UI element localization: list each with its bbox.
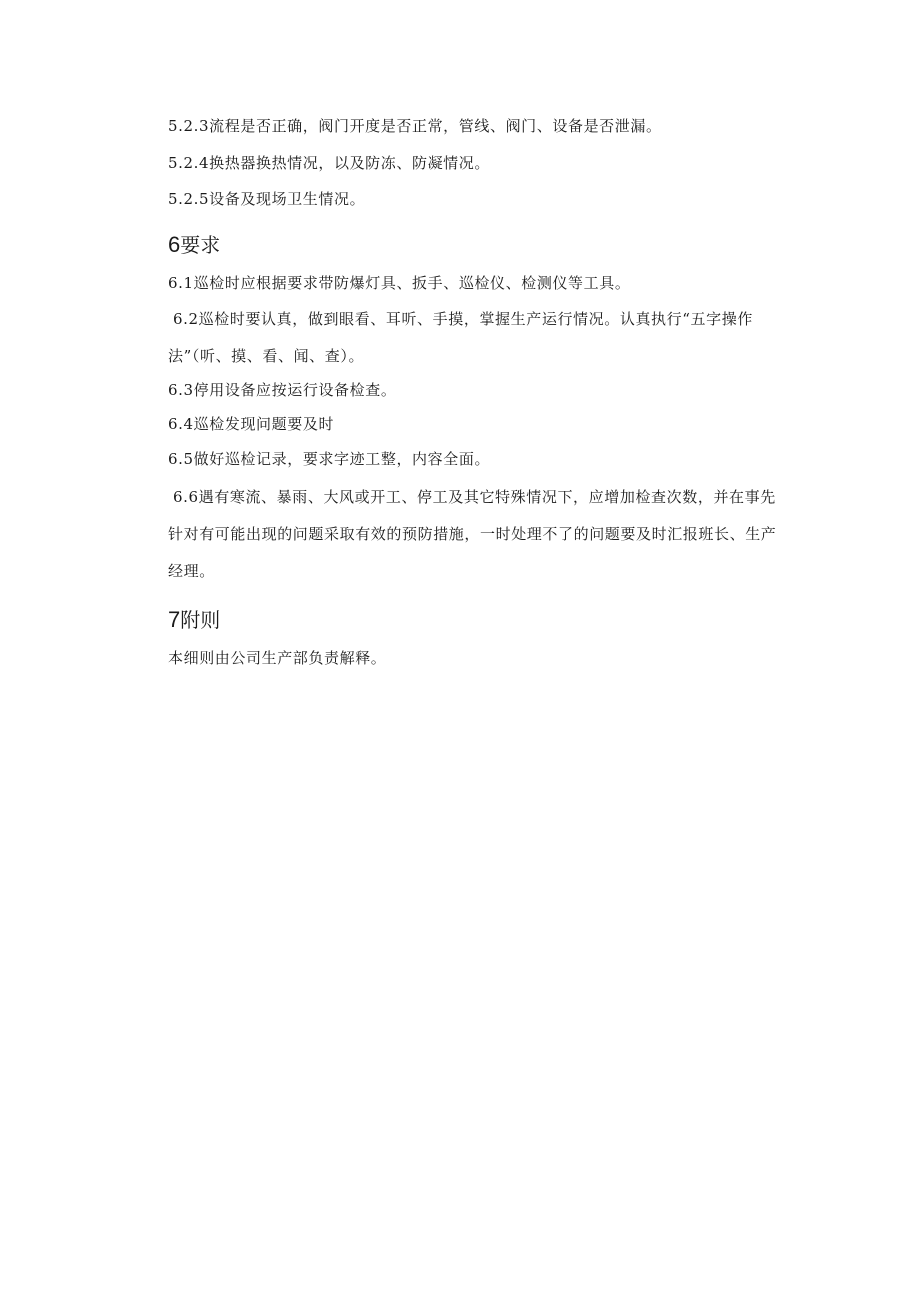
section-6-heading xyxy=(168,232,220,258)
item-6-2-text: 6.2巡检时要认真，做到眼看、耳听、手摸，掌握生产运行情况。认真执行“五字操作法”（听、摸、看、闻、查）。 xyxy=(168,310,753,365)
section-6-title: 要求 xyxy=(180,233,221,257)
item-5-2-3: 5.2.3流程是否正确，阀门开度是否正常，管线、阀门、设备是否泄漏。 xyxy=(168,117,662,135)
section-6-number: 6 xyxy=(168,232,181,257)
item-6-6 xyxy=(168,479,788,590)
section-7-title: 附则 xyxy=(180,608,221,632)
item-6-1: 6.1巡检时应根据要求带防爆灯具、扳手、巡检仪、检测仪等工具。 xyxy=(168,274,631,292)
item-5-2-4: 5.2.4换热器换热情况，以及防冻、防凝情况。 xyxy=(168,154,490,172)
item-6-5: 6.5做好巡检记录，要求字迹工整，内容全面。 xyxy=(168,450,491,468)
item-6-3: 6.3停用设备应按运行设备检查。 xyxy=(168,381,397,399)
item-6-2 xyxy=(168,301,788,375)
item-6-4: 6.4巡检发现问题要及时 xyxy=(168,415,335,433)
section-7-number: 7 xyxy=(168,607,181,632)
item-5-2-5: 5.2.5设备及现场卫生情况。 xyxy=(168,190,366,208)
section-7-text: 本细则由公司生产部负责解释。 xyxy=(168,649,387,667)
section-7-heading xyxy=(168,607,220,633)
item-6-6-text: 6.6遇有寒流、暴雨、大风或开工、停工及其它特殊情况下，应增加检查次数，并在事先针对有可能出现的问题采取有效的预防措施，一时处理不了的问题要及时汇报班长、生产经理。 xyxy=(168,488,777,580)
